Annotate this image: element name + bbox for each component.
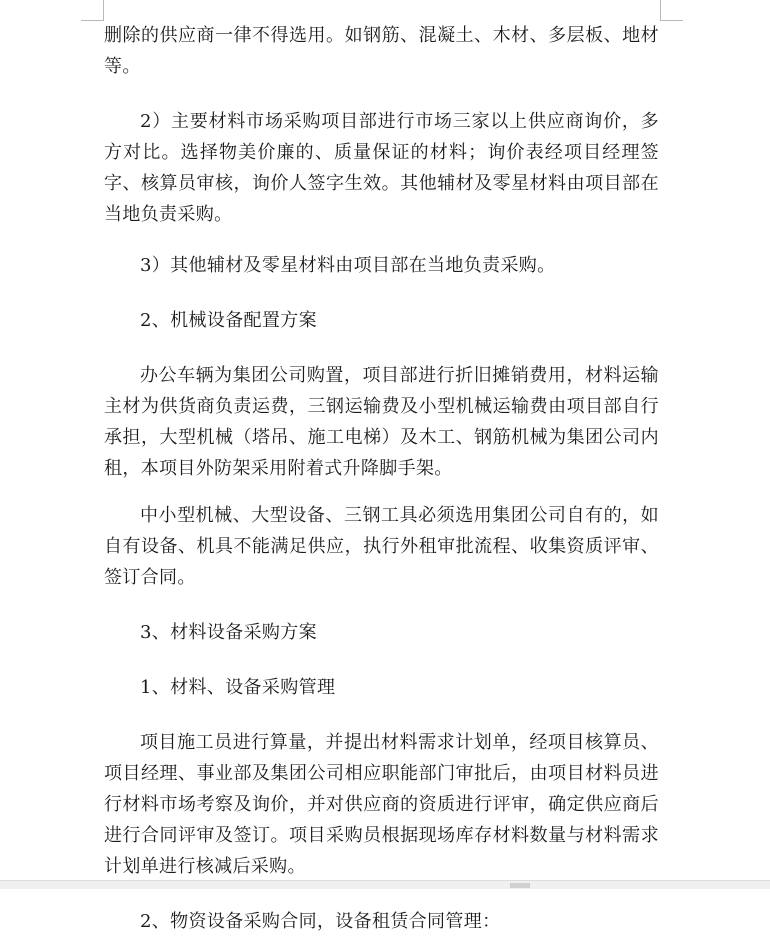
heading-procurement-plan[interactable]: 3、材料设备采购方案: [140, 622, 317, 643]
status-bar-control[interactable]: [510, 883, 530, 888]
heading-equipment-plan[interactable]: 2、机械设备配置方案: [140, 310, 317, 331]
paragraph-machinery-selection[interactable]: 中小型机械、大型设备、三钢工具必须选用集团公司自有的，如自有设备、机具不能满足供应，执行外租审批流程、收集资质评审、签订合同。: [104, 505, 659, 588]
paragraph-main-materials[interactable]: 2）主要材料市场采购项目部进行市场三家以上供应商询价，多方对比。选择物美价廉的、质量保证的材料；询价表经项目经理签字、核算员审核，询价人签字生效。其他辅材及零星材料由项目部在当地负责采购。: [104, 111, 659, 225]
heading-contract-management[interactable]: 2、物资设备采购合同，设备租赁合同管理：: [140, 911, 501, 932]
paragraph-auxiliary-materials[interactable]: 3）其他辅材及零星材料由项目部在当地负责采购。: [140, 255, 556, 276]
paragraph-vehicles-transport[interactable]: 办公车辆为集团公司购置，项目部进行折旧摊销费用，材料运输主材为供货商负责运费，三钢运输费及小型机械运输费由项目部自行承担，大型机械（塔吊、施工电梯）及木工、钢筋机械为集团公司内租，本项目外防架采用附着式升降脚手架。: [104, 365, 659, 479]
status-bar: [0, 880, 770, 889]
paragraph-procurement-process[interactable]: 项目施工员进行算量，并提出材料需求计划单，经项目核算员、项目经理、事业部及集团公司相应职能部门审批后，由项目材料员进行材料市场考察及询价，并对供应商的资质进行评审，确定供应商后进行合同评审及签订。项目采购员根据现场库存材料数量与材料需求计划单进行核减后采购。: [104, 732, 659, 877]
margin-corner-mark-left: [81, 0, 104, 21]
heading-procurement-management[interactable]: 1、材料、设备采购管理: [140, 677, 336, 698]
paragraph-continuation[interactable]: 删除的供应商一律不得选用。如钢筋、混凝土、木材、多层板、地材等。: [104, 25, 659, 77]
margin-corner-mark-right: [660, 0, 683, 21]
document-body[interactable]: [104, 20, 659, 937]
